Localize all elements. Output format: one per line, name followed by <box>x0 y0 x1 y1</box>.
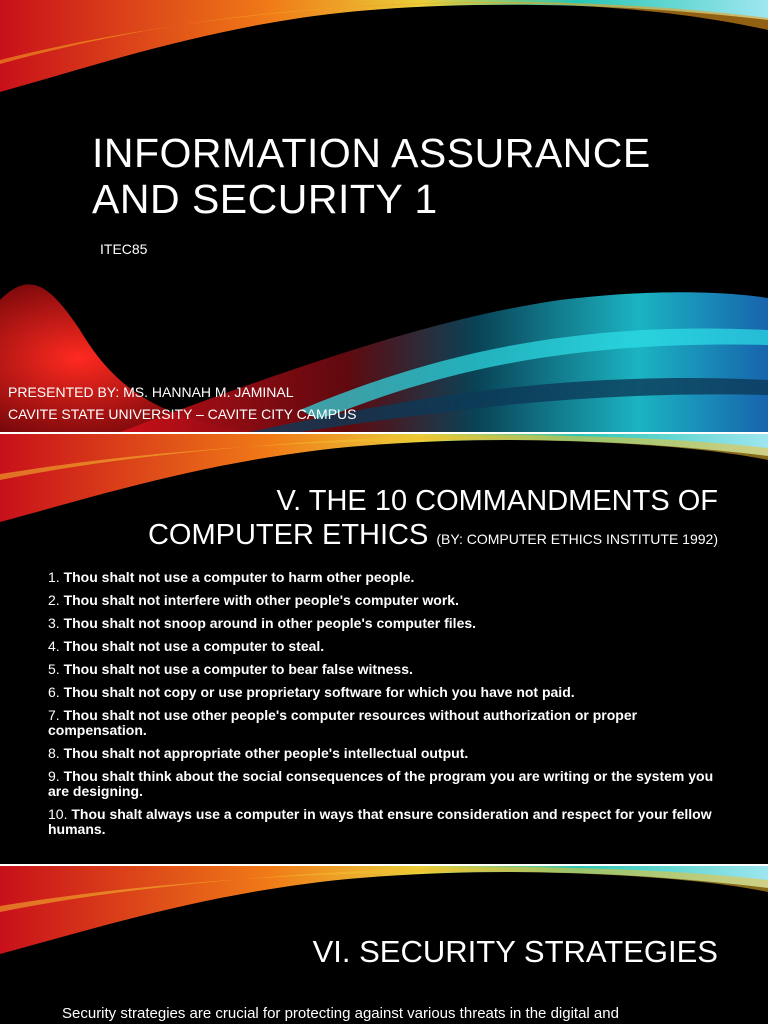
commandment-number: 8. <box>48 745 60 761</box>
slide-title: VI. SECURITY STRATEGIES <box>312 934 718 969</box>
commandment-number: 2. <box>48 592 60 608</box>
commandment-item <box>48 639 728 654</box>
commandment-item <box>48 616 728 631</box>
commandment-text: Thou shalt not use a computer to harm other people. <box>63 569 415 585</box>
commandment-text: Thou shalt not use a computer to bear false witness. <box>63 661 413 677</box>
commandments-list <box>48 570 728 845</box>
commandment-number: 10. <box>48 806 68 822</box>
title-line-2: AND SECURITY 1 <box>92 176 438 222</box>
commandment-text: Thou shalt not copy or use proprietary software for which you have not paid. <box>63 684 575 700</box>
commandment-text: Thou shalt not use other people's computer resources without authorization or proper compensation. <box>48 707 638 738</box>
slide-security-strategies <box>0 866 768 1024</box>
commandment-item <box>48 769 728 799</box>
title-line-1: V. THE 10 COMMANDMENTS OF <box>276 485 718 517</box>
commandment-item <box>48 662 728 677</box>
slide-title <box>0 0 768 432</box>
slide-commandments <box>0 434 768 864</box>
commandment-item <box>48 570 728 585</box>
commandment-number: 6. <box>48 684 60 700</box>
commandment-number: 3. <box>48 615 60 631</box>
institution-name: CAVITE STATE UNIVERSITY – CAVITE CITY CAMPUS <box>8 406 357 422</box>
title-source: (BY: COMPUTER ETHICS INSTITUTE 1992) <box>436 531 718 547</box>
commandment-text: Thou shalt not appropriate other people's intellectual output. <box>63 745 469 761</box>
commandment-number: 1. <box>48 569 60 585</box>
slide-title <box>68 484 718 556</box>
commandment-text: Thou shalt think about the social consequences of the program you are writing or the system you are designing. <box>48 768 714 799</box>
commandment-number: 7. <box>48 707 60 723</box>
commandment-text: Thou shalt not snoop around in other people's computer files. <box>63 615 477 631</box>
body-text: Security strategies are crucial for protecting against various threats in the digital and <box>62 1005 619 1022</box>
commandment-item <box>48 708 728 738</box>
commandment-number: 4. <box>48 638 60 654</box>
commandment-number: 9. <box>48 768 60 784</box>
commandment-item <box>48 807 728 837</box>
commandment-item <box>48 746 728 761</box>
presenter-name: PRESENTED BY: MS. HANNAH M. JAMINAL <box>8 384 294 400</box>
commandment-number: 5. <box>48 661 60 677</box>
course-code: ITEC85 <box>100 241 148 257</box>
commandment-text: Thou shalt always use a computer in ways that ensure consideration and respect for your fellow humans. <box>48 806 712 837</box>
presenter-info <box>8 381 357 425</box>
title-line-2: COMPUTER ETHICS <box>147 519 429 551</box>
title-line-1: INFORMATION ASSURANCE <box>92 130 651 176</box>
commandment-text: Thou shalt not use a computer to steal. <box>63 638 325 654</box>
presentation-title <box>92 130 732 222</box>
commandment-item <box>48 593 728 608</box>
commandment-item <box>48 685 728 700</box>
commandment-text: Thou shalt not interfere with other people's computer work. <box>63 592 459 608</box>
